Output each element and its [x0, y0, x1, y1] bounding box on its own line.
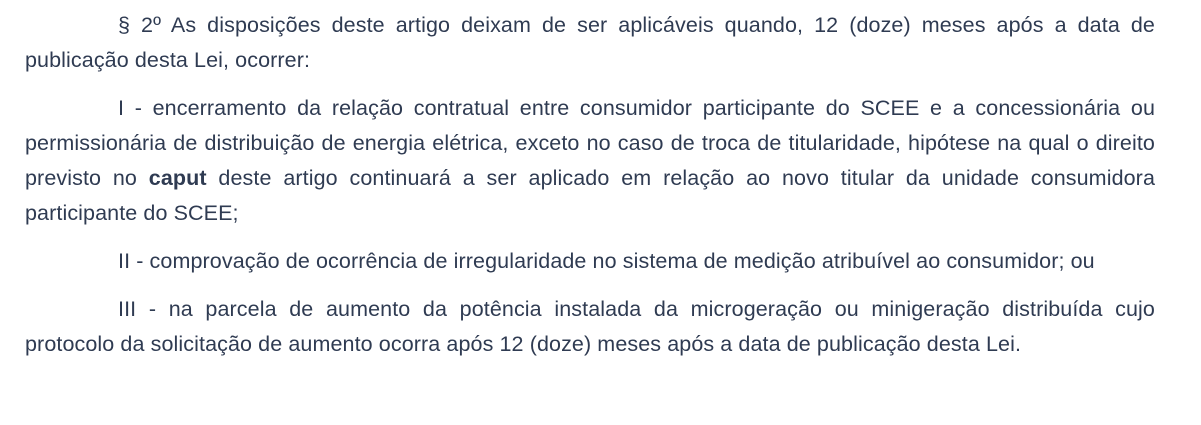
item-II: [25, 244, 1155, 279]
item-III-text: III - na parcela de aumento da potência instalada da microgeração ou minigeração distribuída cujo protocolo da solicitação de aumento ocorra após 12 (doze) meses após a data de publicação desta Lei.: [25, 297, 1155, 356]
paragraph-2-text: § 2º As disposições deste artigo deixam de ser aplicáveis quando, 12 (doze) meses após a data de publicação desta Lei, ocorrer:: [25, 13, 1155, 72]
legal-text-body: [25, 8, 1155, 362]
item-II-text: II - comprovação de ocorrência de irregularidade no sistema de medição atribuível ao consumidor; ou: [118, 249, 1095, 273]
paragraph-2: [25, 8, 1155, 78]
item-I-text-end: deste artigo continuará a ser aplicado em relação ao novo titular da unidade consumidora participante do SCEE;: [25, 166, 1155, 225]
item-III: [25, 292, 1155, 362]
item-I-text-start: I - encerramento da relação contratual entre consumidor participante do SCEE e a concessionária ou permissionária de distribuição de energia elétrica, exceto no caso de troca de titularidade, hipótese na qual o direito previsto no: [25, 96, 1155, 190]
item-I-caput-bold: caput: [148, 166, 207, 190]
item-I: [25, 91, 1155, 231]
